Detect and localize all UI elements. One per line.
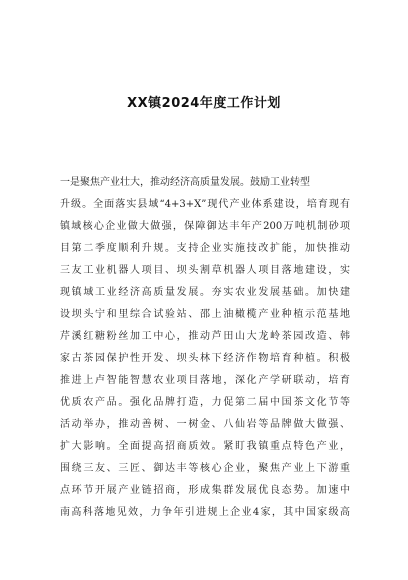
document-title: XX镇2024年度工作计划 <box>127 96 281 111</box>
paragraph-line: 芹溪红糖粉丝加工中心，推动芦田山大龙岭茶园改造、韩 <box>60 331 350 342</box>
paragraph-line: 目第二季度顺利升规。支持企业实施技改扩能，加快推动 <box>60 243 350 254</box>
paragraph-line: 升级。全面落实县域“4+3+X”现代产业体系建设，培育现有 <box>60 199 350 210</box>
paragraph-line: 现镇域工业经济高质量发展。夯实农业发展基础。加快建 <box>60 287 350 298</box>
paragraph-line: 优质农产品。强化品牌打造，力促第二届中国茶文化节等 <box>60 397 350 408</box>
paragraph-line: 一是聚焦产业壮大，推动经济高质量发展。鼓励工业转型 <box>60 177 310 188</box>
document-body <box>60 172 350 524</box>
paragraph-line: 活动举办，推动善树、一树金、八仙岩等品牌做大做强、 <box>60 419 350 430</box>
paragraph-line: 扩大影响。全面提高招商质效。紧盯我镇重点特色产业， <box>60 441 350 452</box>
paragraph-line: 南高科落地见效，力争年引进规上企业4家，其中国家级高 <box>60 507 350 518</box>
paragraph-line: 围绕三友、三匠、御达丰等核心企业，聚焦产业上下游重 <box>60 463 350 474</box>
paragraph-line: 点环节开展产业链招商，形成集群发展优良态势。加速中 <box>60 485 350 496</box>
paragraph-line: 家古茶园保护性开发、坝头林下经济作物培育种植。积极 <box>60 353 350 364</box>
paragraph-line: 设坝头宁和里综合试验站、邵上油橄榄产业种植示范基地 <box>60 309 350 320</box>
paragraph-line: 镇域核心企业做大做强，保障御达丰年产200万吨机制砂项 <box>60 221 350 232</box>
paragraph-line: 三友工业机器人项目、坝头割草机器人项目落地建设，实 <box>60 265 350 276</box>
paragraph-line: 推进上卢智能智慧农业项目落地，深化产学研联动，培育 <box>60 375 350 386</box>
